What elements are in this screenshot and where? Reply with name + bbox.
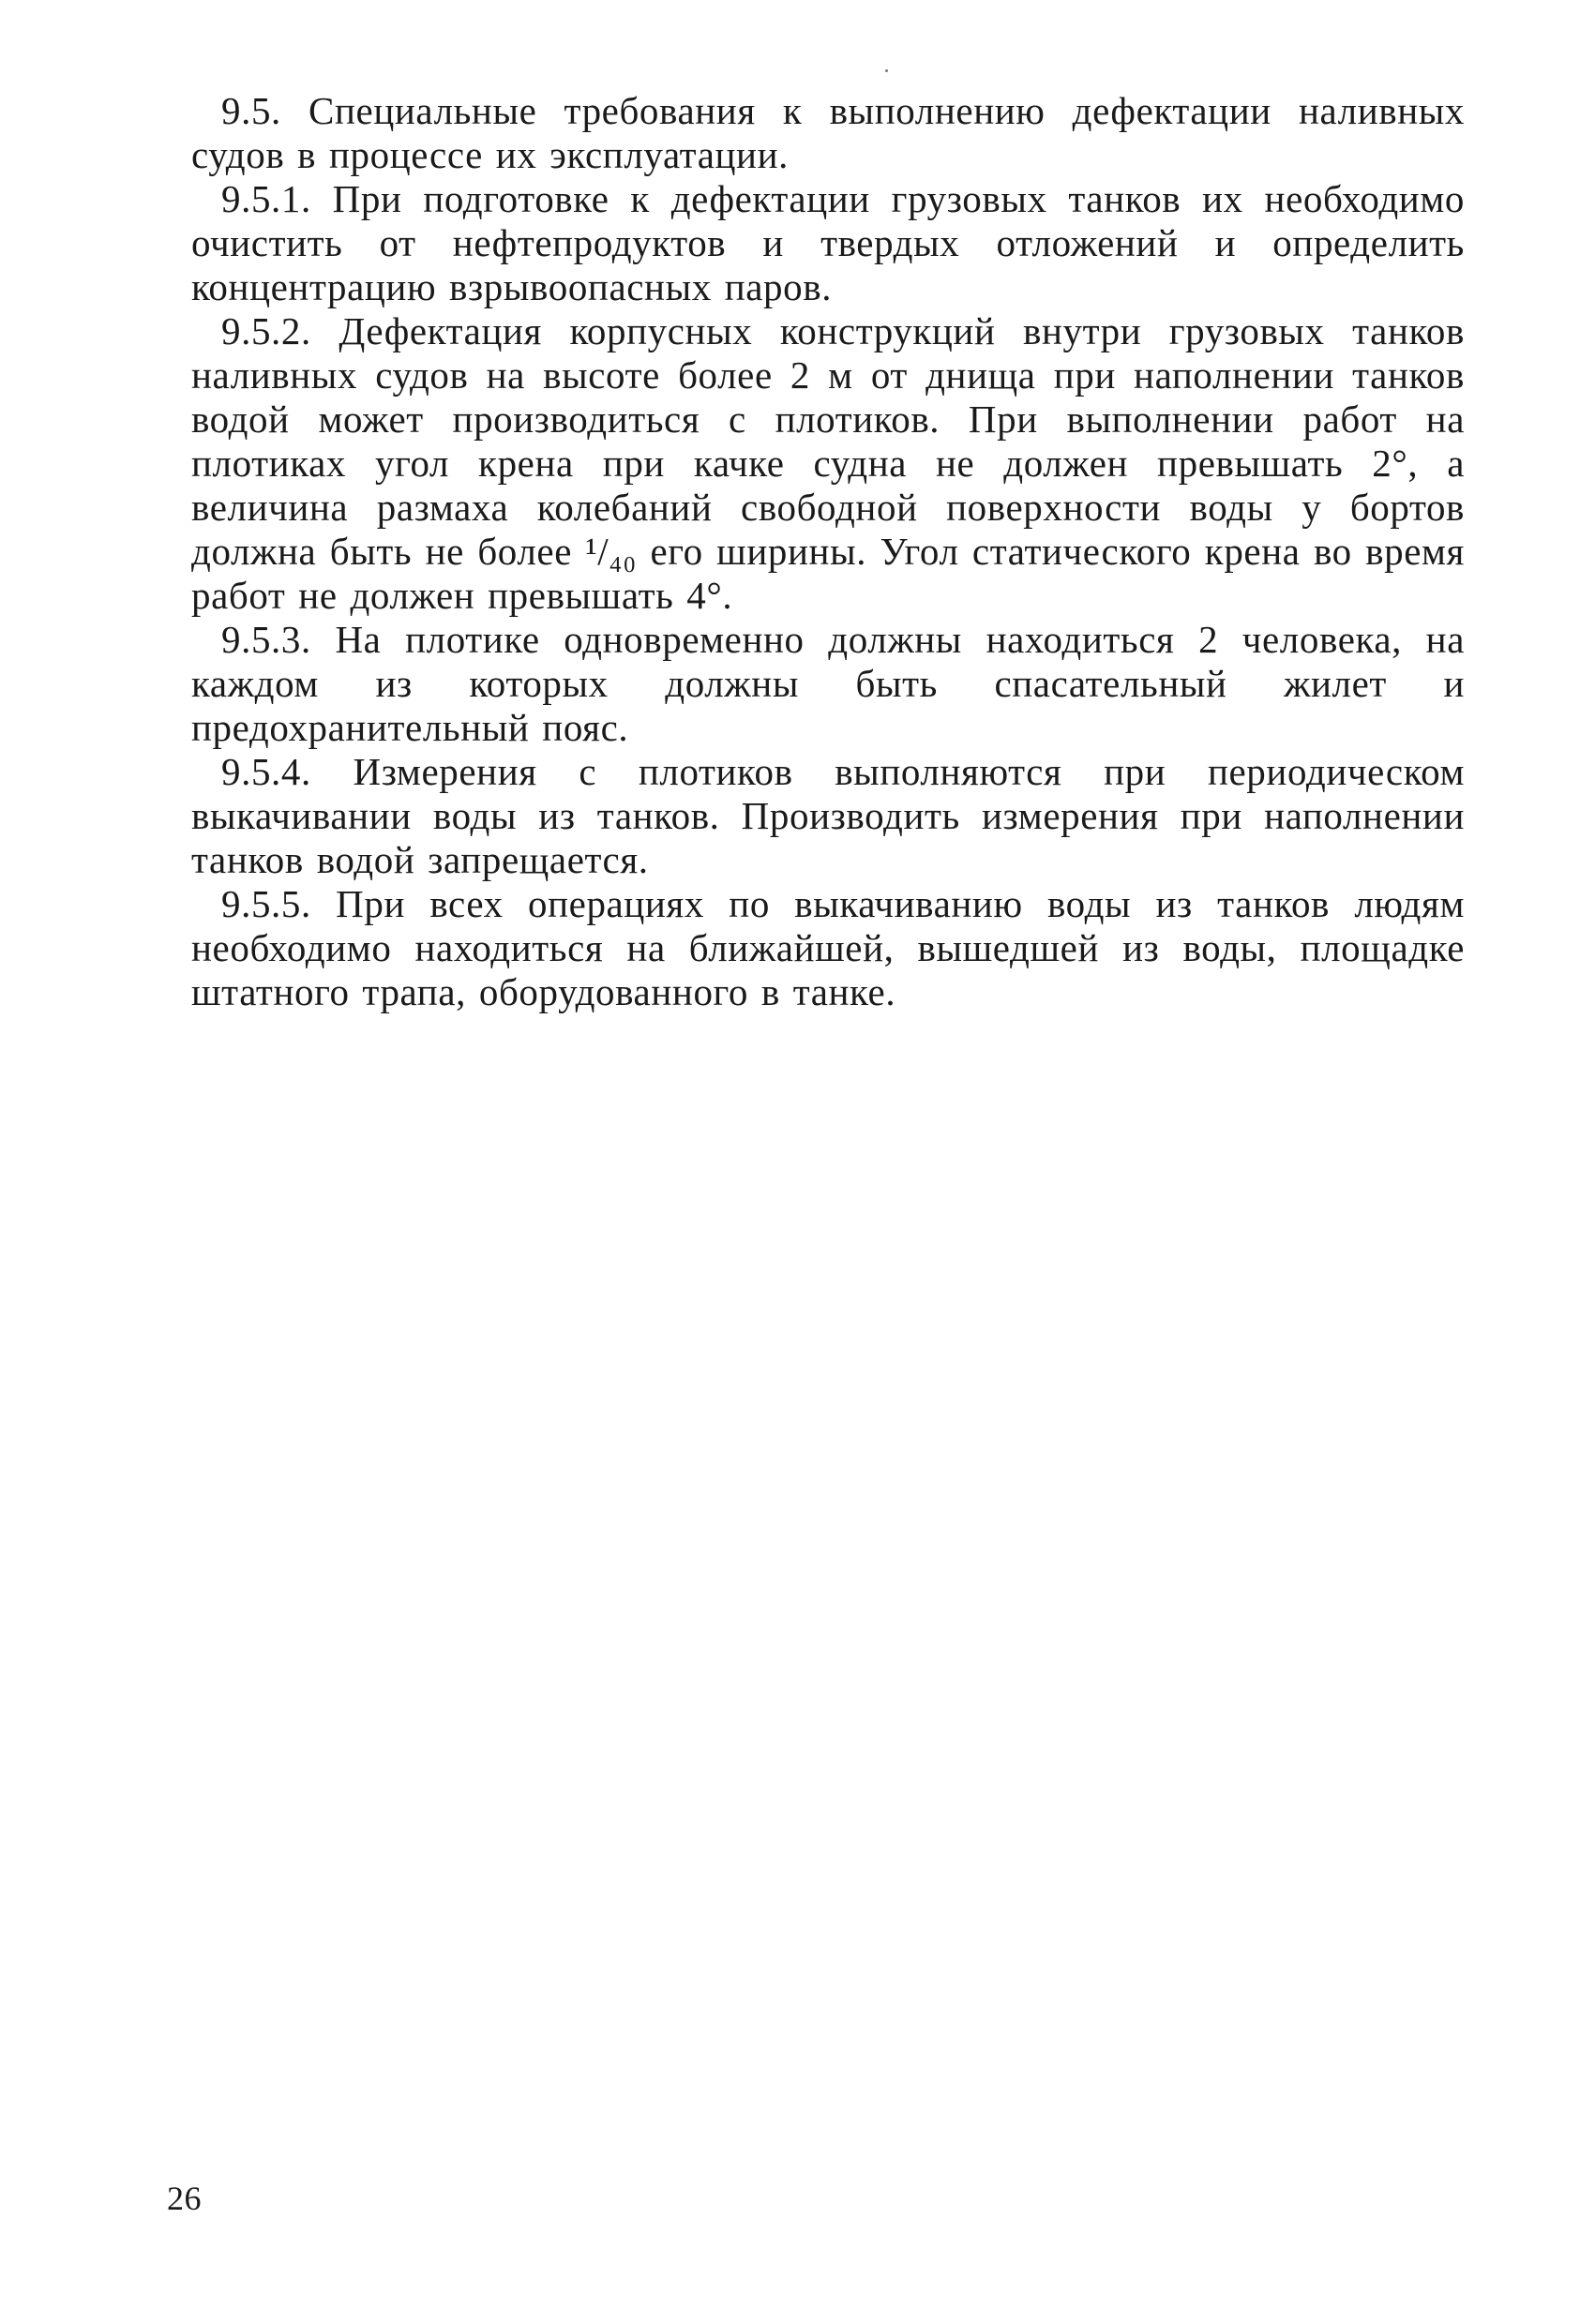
paragraph-9-5-2: 9.5.2. Дефектация корпусных конструкций внутри грузовых танков наливных судов на высоте более 2 м от днища при наполнении танков водой может производиться с плотиков. При выполнении работ на плотиках угол крена при качке судна не должен превышать 2°, а величина размаха колебаний свободной поверхности воды у бортов должна быть не более ¹/₄₀ его ширины. Угол статического крена во время работ не должен превышать 4°.	[191, 309, 1465, 617]
paragraph-9-5-3: 9.5.3. На плотике одновременно должны находиться 2 человека, на каждом из которых должны быть спасательный жилет и предохранительный пояс.	[191, 618, 1465, 749]
scan-speck	[885, 69, 888, 72]
body-text	[191, 89, 1465, 1014]
paragraph-9-5-1: 9.5.1. При подготовке к дефектации грузовых танков их необходимо очистить от нефтепродуктов и твердых отложений и определить концентрацию взрывоопасных паров.	[191, 177, 1465, 308]
paragraph-9-5: 9.5. Специальные требования к выполнению дефектации наливных судов в процессе их эксплуатации.	[191, 89, 1465, 176]
paragraph-9-5-4: 9.5.4. Измерения с плотиков выполняются при периодическом выкачивании воды из танков. Производить измерения при наполнении танков водой запрещается.	[191, 750, 1465, 881]
paragraph-9-5-5: 9.5.5. При всех операциях по выкачиванию воды из танков людям необходимо находиться на ближайшей, вышедшей из воды, площадке штатного трапа, оборудованного в танке.	[191, 882, 1465, 1013]
page-number: 26	[167, 2180, 202, 2217]
